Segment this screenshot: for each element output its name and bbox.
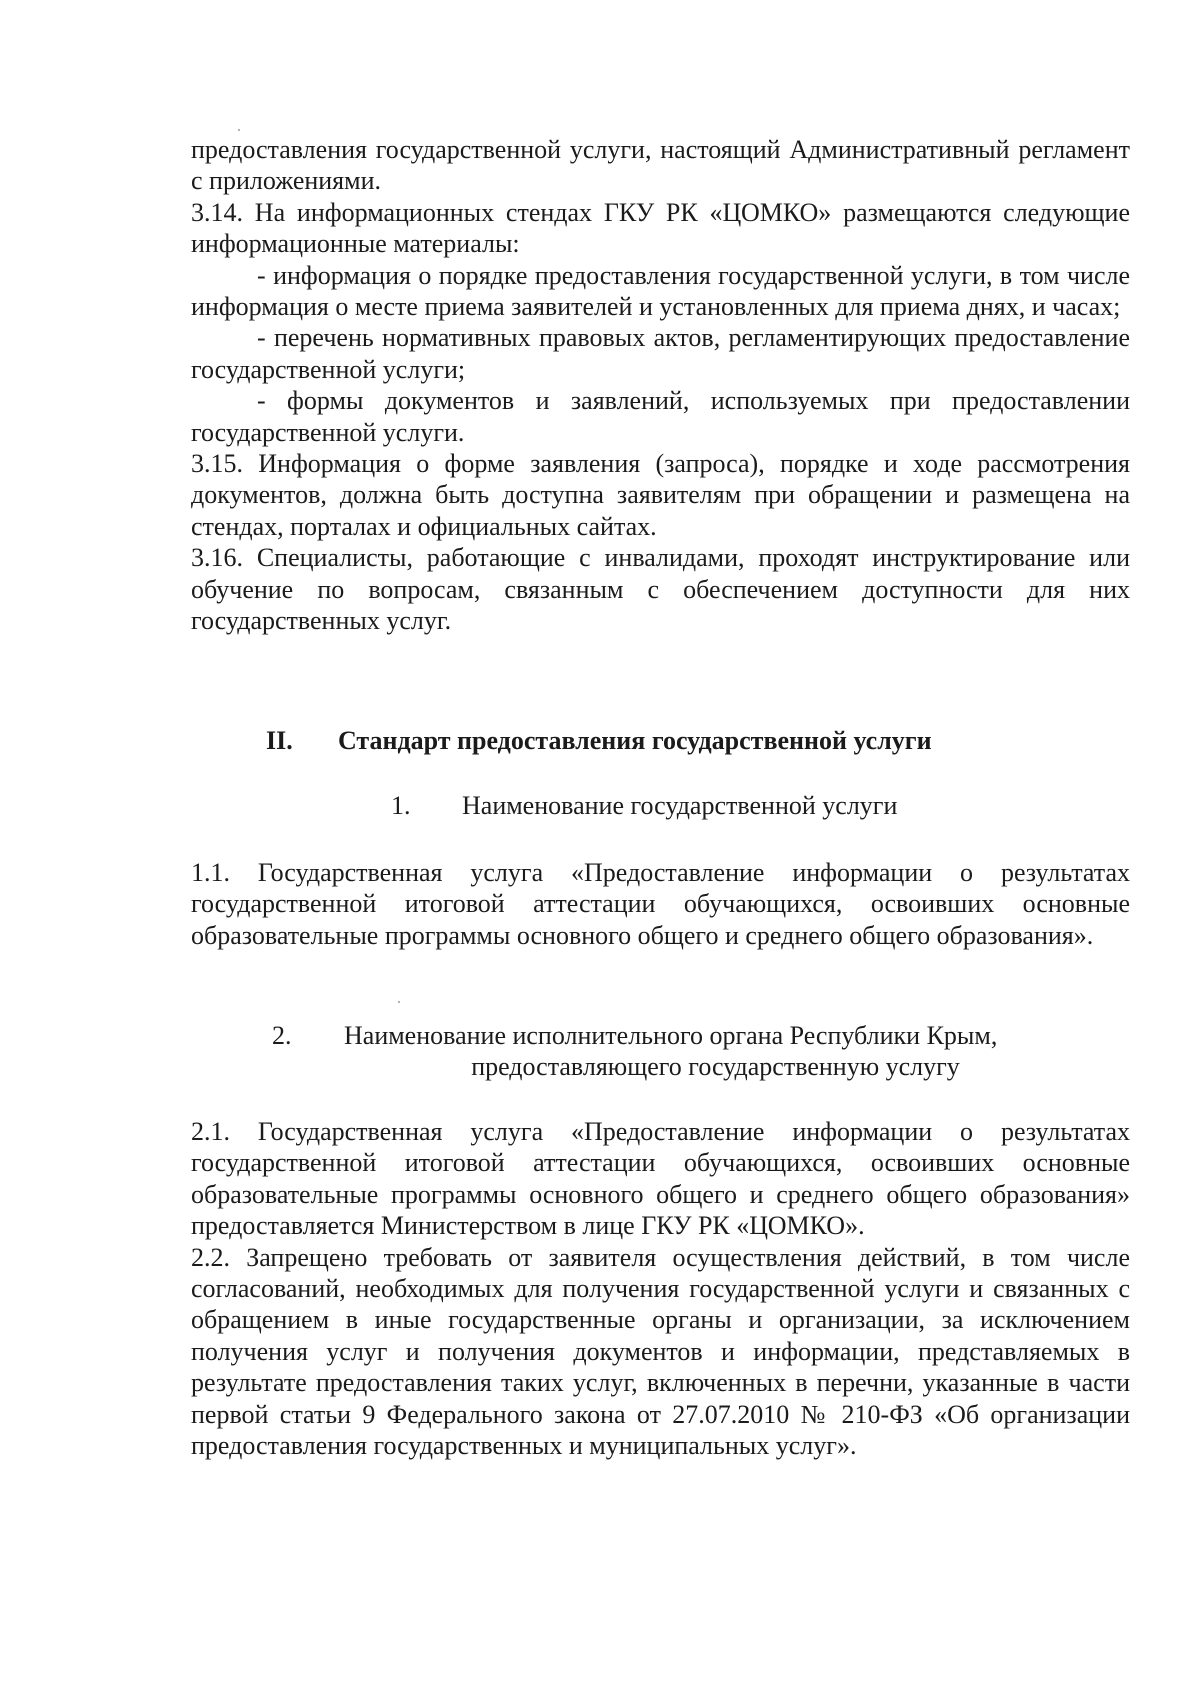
text-block-intro: [191, 134, 1130, 637]
paragraph-2-1: 2.1. Государственная услуга «Предоставление информации о результатах государственной итоговой аттестации обучающихся, освоивших основные образовательные программы основного общего и среднего общего образования» предоставляется Министерством в лице ГКУ РК «ЦОМКО».: [191, 1117, 1130, 1241]
paragraph-2-2: 2.2. Запрещено требовать от заявителя осуществления действий, в том числе согласований, необходимых для получения государственной услуги и связанных с обращением в иные государственные органы и организации, за исключением получения услуг и получения документов и информации, представляемых в результате предоставления таких услуг, включенных в перечни, указанные в части первой статьи 9 Федерального закона от 27.07.2010 № 210-ФЗ «Об организации предоставления государственных и муниципальных услуг».: [191, 1242, 1130, 1461]
text-block-sub2: [191, 1116, 1130, 1461]
list-item-normative-acts: - перечень нормативных правовых актов, регламентирующих предоставление государственной услуги;: [191, 323, 1130, 384]
subsection-title-1: Наименование государственной услуги: [462, 791, 898, 820]
subsection-number-1: 1.: [391, 791, 411, 820]
text-block-sub1: [191, 857, 1130, 951]
paragraph-3-14: 3.14. На информационных стендах ГКУ РК «ЦОМКО» размещаются следующие информационные материалы:: [191, 197, 1130, 259]
paragraph-3-16: 3.16. Специалисты, работающие с инвалидами, проходят инструктирование или обучение по вопросам, связанным с обеспечением доступности для них государственных услуг.: [191, 543, 1130, 636]
scan-speck: [398, 1001, 400, 1003]
scan-speck: [238, 129, 240, 131]
paragraph-1-1: 1.1. Государственная услуга «Предоставление информации о результатах государственной итоговой аттестации обучающихся, освоивших основные образовательные программы основного общего и среднего общего образования».: [191, 858, 1130, 950]
list-item-forms: - формы документов и заявлений, используемых при предоставлении государственной услуги.: [191, 386, 1130, 447]
paragraph-3-15: 3.15. Информация о форме заявления (запроса), порядке и ходе рассмотрения документов, должна быть доступна заявителям при обращении и размещена на стендах, порталах и официальных сайтах.: [191, 449, 1130, 541]
list-item-info-order: - информация о порядке предоставления государственной услуги, в том числе информация о месте приема заявителей и установленных для приема днях, и часах;: [191, 260, 1130, 322]
subsection-title-2-line2: предоставляющего государственную услугу: [471, 1052, 960, 1081]
section-number: II.: [266, 726, 293, 755]
section-title: Стандарт предоставления государственной услуги: [338, 726, 932, 755]
subsection-title-2-line1: Наименование исполнительного органа Республики Крым,: [344, 1021, 998, 1050]
subsection-number-2: 2.: [272, 1021, 292, 1050]
paragraph-continuation: предоставления государственной услуги, настоящий Административный регламент с приложениями.: [191, 135, 1130, 196]
